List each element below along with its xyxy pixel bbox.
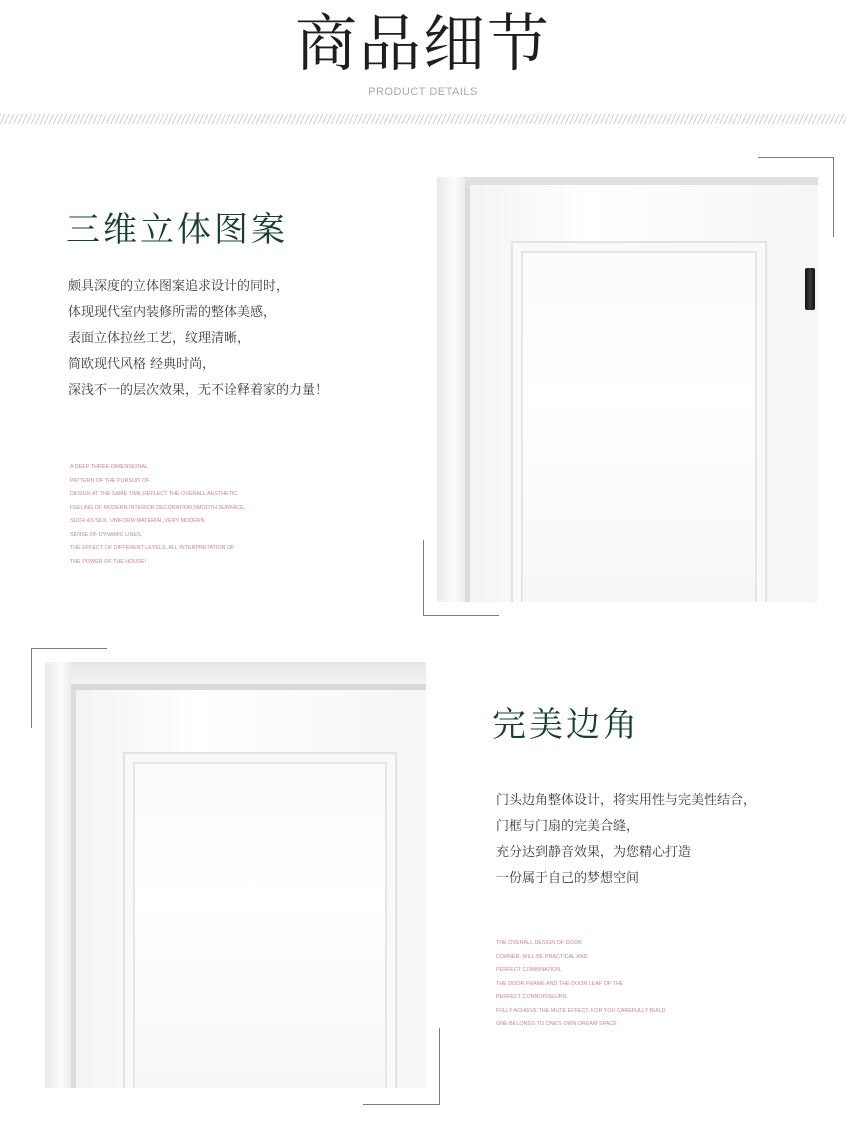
section2-english [496, 937, 666, 1032]
section1-line: 深浅不一的层次效果，无不诠释着家的力量！ [68, 383, 329, 398]
section2-heading: 完美边角 [492, 705, 640, 745]
section1-line: 简欧现代风格 经典时尚， [68, 357, 216, 372]
hatched-divider [0, 114, 846, 124]
door-frame-jamb [437, 177, 465, 602]
section1-line: 表面立体拉丝工艺，纹理清晰， [68, 331, 251, 346]
corner-accent-line [363, 1104, 440, 1105]
corner-accent-line [423, 615, 499, 616]
corner-accent-line [833, 157, 834, 237]
door-frame-top [437, 177, 818, 185]
corner-accent-line [31, 648, 107, 649]
section1-line: 体现现代室内装修所需的整体美感， [68, 305, 277, 320]
door-frame-jamb [45, 662, 71, 1088]
section1-english-line: A DEEP THREE-DIMENSIONAL [70, 464, 148, 470]
section2-line: 一份属于自己的梦想空间 [496, 871, 640, 886]
section2-description [496, 788, 756, 892]
section1-english-line: FEELING OF MODERN INTERIOR DECORATION,SMOOTH SURFACE, [70, 504, 246, 511]
door-frame-edge [465, 185, 470, 602]
section2-english-line: ONE BELONGS TO ONE'S OWN DREAM SPACE [496, 1021, 617, 1027]
section1-heading: 三维立体图案 [66, 210, 288, 250]
section2-english-line: FULLY ACHIEVE THE MUTE EFFECT, FOR YOU CAREFULLY BUILD [496, 1007, 666, 1014]
section1-english-line: SUCH AS SILK, UNIFORM MATERIAL,VERY MODERN [70, 518, 205, 524]
corner-accent-line [758, 157, 834, 158]
door-hinge [805, 268, 815, 310]
raised-door-panel [123, 752, 397, 1088]
section2-line: 门框与门扇的完美合缝， [496, 819, 640, 834]
door-detail-image [437, 177, 818, 602]
section1-english-line: DESIGN AT THE SAME TIME,REFLECT THE OVERALL AESTHETIC [70, 491, 238, 497]
section2-english-line: PERFECT COMBINATION, [496, 967, 562, 973]
section2-english-line: THE DOOR FRAME AND THE DOOR LEAF OF THE [496, 980, 624, 987]
corner-accent-line [31, 648, 32, 728]
section1-english-line: THE POWER OF THE HOUSE! [70, 558, 146, 565]
section1-english-line: PATTERN OF THE PURSUIT OF [70, 477, 150, 484]
door-corner-image [45, 662, 426, 1088]
door-frame-edge [71, 690, 76, 1088]
section2-english-line: PERFECT CONNOISSEURS, [496, 994, 568, 1000]
section1-english-line: THE EFFECT OF DIFFERENT LEVELS, ALL INTERPRETATION OF [70, 545, 235, 551]
door-frame-top-edge [45, 684, 426, 690]
page-subtitle: PRODUCT DETAILS [368, 86, 478, 98]
section1-english-line: SENSE OF DYNAMIC LINES, [70, 531, 143, 538]
corner-accent-line [423, 540, 424, 616]
section1-description [68, 274, 328, 404]
page-title: 商品细节 [294, 7, 551, 80]
section1-line: 颇具深度的立体图案追求设计的同时， [68, 279, 290, 294]
corner-accent-line [439, 1028, 440, 1104]
section2-english-line: CORNER, WILL BE PRACTICAL AND [496, 953, 588, 960]
door-frame-top [45, 662, 426, 684]
section2-english-line: THE OVERALL DESIGN OF DOOR [496, 940, 582, 946]
section2-line: 门头边角整体设计，将实用性与完美性结合， [496, 793, 757, 808]
section2-line: 充分达到静音效果，为您精心打造 [496, 845, 692, 860]
section1-english [70, 461, 245, 569]
raised-door-panel [511, 241, 767, 602]
